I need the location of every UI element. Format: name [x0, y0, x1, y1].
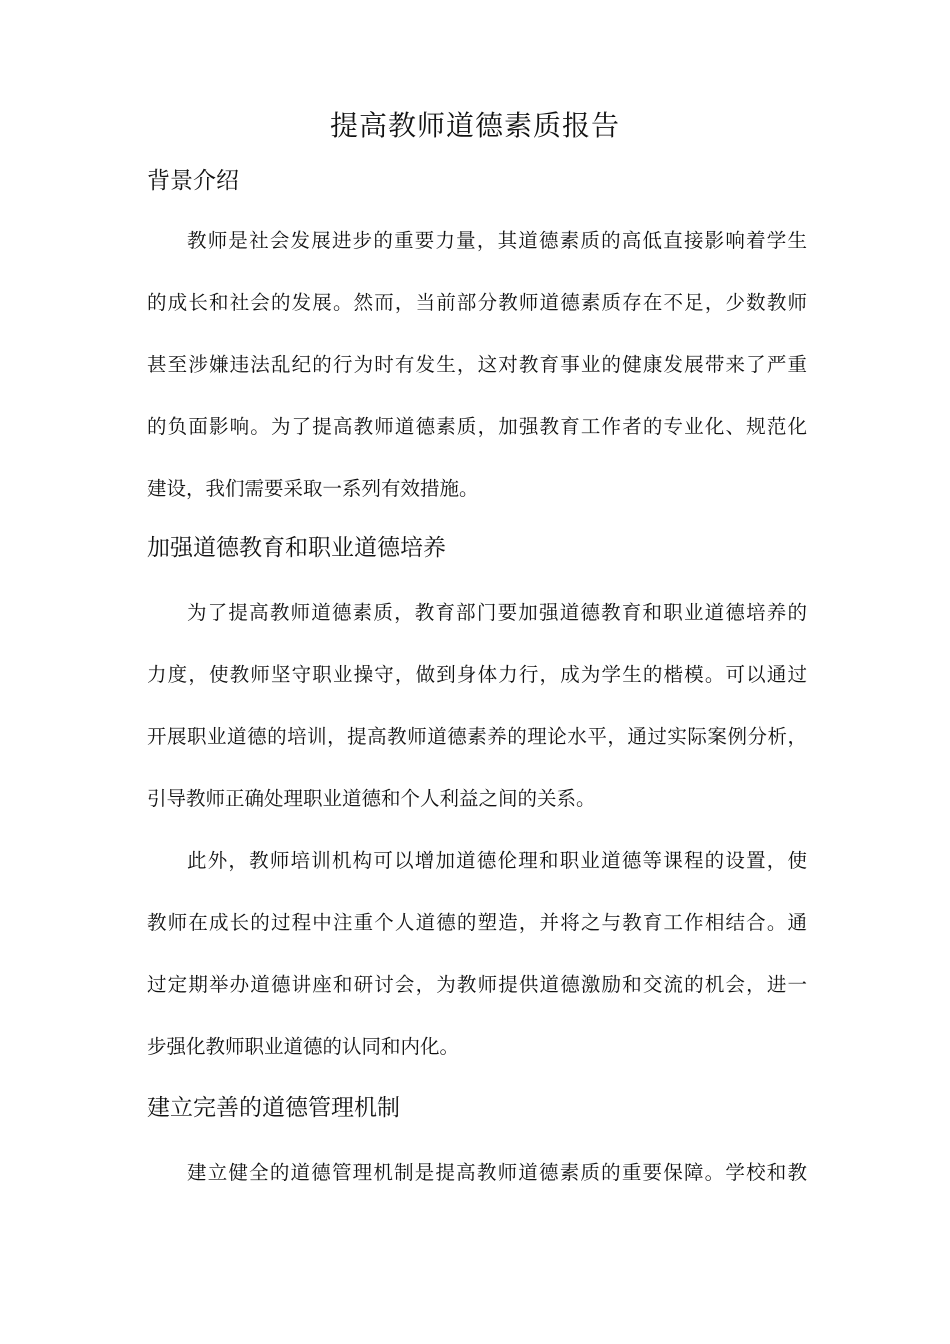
paragraph-line: 教师在成长的过程中注重个人道德的塑造，并将之与教育工作相结合。通	[147, 911, 807, 934]
paragraph-line: 教师是社会发展进步的重要力量，其道德素质的高低直接影响着学生	[187, 229, 807, 252]
paragraph-line: 建设，我们需要采取一系列有效措施。	[147, 477, 479, 500]
paragraph-line: 的成长和社会的发展。然而，当前部分教师道德素质存在不足，少数教师	[147, 291, 807, 314]
paragraph-line: 为了提高教师道德素质，教育部门要加强道德教育和职业道德培养的	[187, 601, 807, 624]
paragraph-line: 过定期举办道德讲座和研讨会，为教师提供道德激励和交流的机会，进一	[147, 973, 807, 996]
section-heading-moral-education: 加强道德教育和职业道德培养	[147, 535, 446, 561]
paragraph-line: 的负面影响。为了提高教师道德素质，加强教育工作者的专业化、规范化	[147, 415, 807, 438]
paragraph-line: 力度，使教师坚守职业操守，做到身体力行，成为学生的楷模。可以通过	[147, 663, 807, 686]
section-heading-background: 背景介绍	[147, 168, 239, 194]
paragraph-line: 建立健全的道德管理机制是提高教师道德素质的重要保障。学校和教	[187, 1161, 807, 1184]
paragraph-line: 此外，教师培训机构可以增加道德伦理和职业道德等课程的设置，使	[187, 849, 807, 872]
paragraph-line: 步强化教师职业道德的认同和内化。	[147, 1035, 460, 1058]
paragraph-line: 甚至涉嫌违法乱纪的行为时有发生，这对教育事业的健康发展带来了严重	[147, 353, 807, 376]
document-title: 提高教师道德素质报告	[329, 109, 620, 142]
paragraph-line: 引导教师正确处理职业道德和个人利益之间的关系。	[147, 787, 596, 810]
paragraph-line: 开展职业道德的培训，提高教师道德素养的理论水平，通过实际案例分析，	[147, 725, 807, 748]
section-heading-management-mechanism: 建立完善的道德管理机制	[147, 1095, 400, 1121]
